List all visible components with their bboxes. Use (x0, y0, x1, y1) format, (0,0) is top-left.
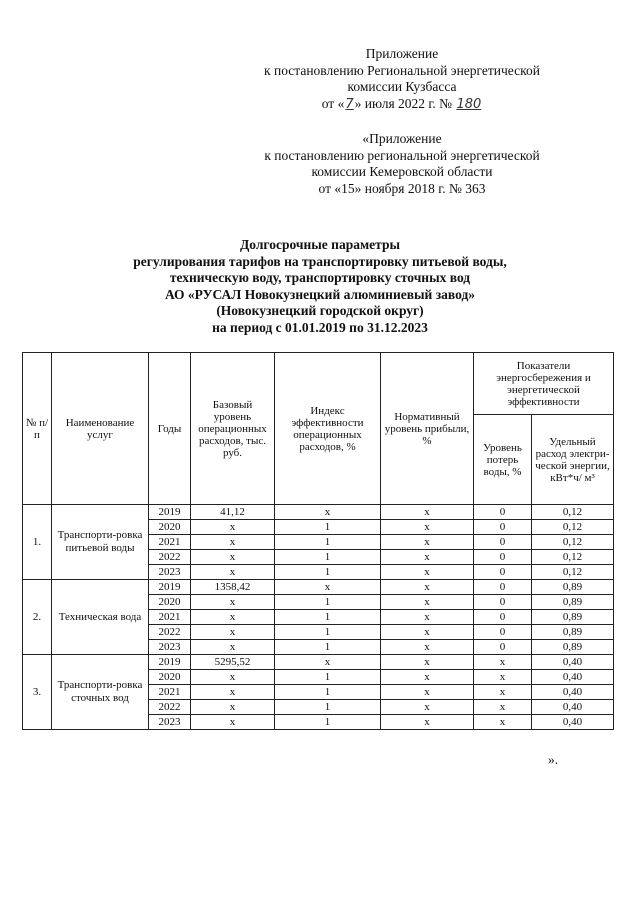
water-loss-cell: 0 (474, 550, 532, 565)
water-loss-cell: 0 (474, 520, 532, 535)
water-loss-cell: х (474, 715, 532, 730)
specific-energy-cell: 0,89 (532, 640, 614, 655)
col-header-efficiency-index: Индекс эффективности операционных расходов, % (275, 353, 381, 505)
profit-level-cell: х (381, 610, 474, 625)
base-costs-cell: 41,12 (191, 505, 275, 520)
tariff-parameters-table (22, 352, 614, 730)
col-header-service: Наименование услуг (52, 353, 149, 505)
specific-energy-cell: 0,89 (532, 625, 614, 640)
water-loss-cell: 0 (474, 505, 532, 520)
profit-level-cell: х (381, 535, 474, 550)
table-row (23, 580, 614, 595)
title-line: техническую воду, транспортировку сточных вод (169, 270, 471, 285)
col-header-num: № п/п (23, 353, 52, 505)
efficiency-index-cell: 1 (275, 565, 381, 580)
header-line: комиссии Кемеровской области (311, 164, 493, 179)
header-line: Приложение (365, 46, 439, 61)
efficiency-index-cell: 1 (275, 610, 381, 625)
efficiency-index-cell: 1 (275, 550, 381, 565)
header-line: от «15» ноября 2018 г. № 363 (318, 180, 486, 196)
water-loss-cell: 0 (474, 565, 532, 580)
date-prefix: от « (321, 95, 345, 111)
water-loss-cell: х (474, 685, 532, 700)
col-header-base-costs: Базовый уровень операционных расходов, тыс. руб. (191, 353, 275, 505)
title-line: АО «РУСАЛ Новокузнецкий алюминиевый завод» (164, 286, 476, 302)
service-name-cell: Транспорти-ровка сточных вод (52, 655, 149, 730)
closing-quote: ». (548, 752, 559, 767)
base-costs-cell: х (191, 535, 275, 550)
year-cell: 2021 (149, 610, 191, 625)
base-costs-cell: х (191, 685, 275, 700)
year-cell: 2022 (149, 700, 191, 715)
base-costs-cell: 5295,52 (191, 655, 275, 670)
header-date-line (232, 96, 572, 114)
water-loss-cell: х (474, 670, 532, 685)
col-header-profit-level: Нормативный уровень прибыли, % (381, 353, 474, 505)
specific-energy-cell: 0,40 (532, 685, 614, 700)
specific-energy-cell: 0,40 (532, 715, 614, 730)
document-title (80, 237, 560, 336)
year-cell: 2023 (149, 640, 191, 655)
specific-energy-cell: 0,40 (532, 655, 614, 670)
title-line: Долгосрочные параметры (240, 237, 400, 252)
header-line: «Приложение (362, 131, 442, 146)
water-loss-cell: 0 (474, 535, 532, 550)
profit-level-cell: х (381, 640, 474, 655)
water-loss-cell: 0 (474, 625, 532, 640)
year-cell: 2022 (149, 550, 191, 565)
col-header-years: Годы (149, 353, 191, 505)
specific-energy-cell: 0,12 (532, 535, 614, 550)
profit-level-cell: х (381, 580, 474, 595)
year-cell: 2019 (149, 505, 191, 520)
water-loss-cell: х (474, 700, 532, 715)
efficiency-index-cell: х (275, 655, 381, 670)
water-loss-cell: 0 (474, 640, 532, 655)
base-costs-cell: 1358,42 (191, 580, 275, 595)
profit-level-cell: х (381, 700, 474, 715)
base-costs-cell: х (191, 625, 275, 640)
title-line: на период с 01.01.2019 по 31.12.2023 (212, 319, 428, 335)
year-cell: 2020 (149, 670, 191, 685)
profit-level-cell: х (381, 715, 474, 730)
col-header-specific-energy: Удельный расход электри-ческой энергии, кВт*ч/ м³ (532, 415, 614, 505)
profit-level-cell: х (381, 685, 474, 700)
base-costs-cell: х (191, 670, 275, 685)
efficiency-index-cell: 1 (275, 520, 381, 535)
base-costs-cell: х (191, 700, 275, 715)
base-costs-cell: х (191, 565, 275, 580)
year-cell: 2021 (149, 535, 191, 550)
title-line: (Новокузнецкий городской округ) (216, 303, 424, 318)
profit-level-cell: х (381, 625, 474, 640)
header-line: к постановлению региональной энергетической (264, 147, 540, 163)
profit-level-cell: х (381, 595, 474, 610)
specific-energy-cell: 0,40 (532, 700, 614, 715)
base-costs-cell: х (191, 610, 275, 625)
appendix-header (232, 46, 572, 113)
header-line: к постановлению Региональной энергетической (264, 62, 540, 78)
water-loss-cell: 0 (474, 610, 532, 625)
specific-energy-cell: 0,12 (532, 520, 614, 535)
year-cell: 2019 (149, 655, 191, 670)
water-loss-cell: 0 (474, 580, 532, 595)
efficiency-index-cell: 1 (275, 625, 381, 640)
date-middle: » июля 2022 г. № (354, 95, 453, 111)
profit-level-cell: х (381, 550, 474, 565)
year-cell: 2020 (149, 595, 191, 610)
profit-level-cell: х (381, 505, 474, 520)
specific-energy-cell: 0,89 (532, 595, 614, 610)
efficiency-index-cell: 1 (275, 535, 381, 550)
service-name-cell: Транспорти-ровка питьевой воды (52, 505, 149, 580)
water-loss-cell: 0 (474, 595, 532, 610)
year-cell: 2019 (149, 580, 191, 595)
efficiency-index-cell: х (275, 505, 381, 520)
specific-energy-cell: 0,89 (532, 580, 614, 595)
specific-energy-cell: 0,89 (532, 610, 614, 625)
specific-energy-cell: 0,12 (532, 565, 614, 580)
row-number-cell: 2. (23, 580, 52, 655)
efficiency-index-cell: 1 (275, 595, 381, 610)
base-costs-cell: х (191, 640, 275, 655)
year-cell: 2023 (149, 565, 191, 580)
specific-energy-cell: 0,12 (532, 505, 614, 520)
year-cell: 2020 (149, 520, 191, 535)
efficiency-index-cell: 1 (275, 640, 381, 655)
efficiency-index-cell: х (275, 580, 381, 595)
year-cell: 2023 (149, 715, 191, 730)
col-header-energy-group: Показатели энергосбережения и энергетической эффективности (474, 353, 614, 415)
specific-energy-cell: 0,12 (532, 550, 614, 565)
row-number-cell: 3. (23, 655, 52, 730)
handwritten-day: 7 (345, 96, 354, 112)
base-costs-cell: х (191, 595, 275, 610)
header-line: комиссии Кузбасса (347, 79, 457, 94)
service-name-cell: Техническая вода (52, 580, 149, 655)
profit-level-cell: х (381, 670, 474, 685)
base-costs-cell: х (191, 520, 275, 535)
base-costs-cell: х (191, 550, 275, 565)
efficiency-index-cell: 1 (275, 685, 381, 700)
efficiency-index-cell: 1 (275, 670, 381, 685)
year-cell: 2021 (149, 685, 191, 700)
efficiency-index-cell: 1 (275, 715, 381, 730)
table-row (23, 505, 614, 520)
profit-level-cell: х (381, 520, 474, 535)
base-costs-cell: х (191, 715, 275, 730)
water-loss-cell: х (474, 655, 532, 670)
col-header-water-loss: Уровень потерь воды, % (474, 415, 532, 505)
title-line: регулирования тарифов на транспортировку питьевой воды, (133, 253, 507, 269)
profit-level-cell: х (381, 565, 474, 580)
year-cell: 2022 (149, 625, 191, 640)
handwritten-number: 180 (456, 96, 482, 112)
specific-energy-cell: 0,40 (532, 670, 614, 685)
row-number-cell: 1. (23, 505, 52, 580)
efficiency-index-cell: 1 (275, 700, 381, 715)
previous-appendix-header (232, 131, 572, 197)
table-row (23, 655, 614, 670)
profit-level-cell: х (381, 655, 474, 670)
